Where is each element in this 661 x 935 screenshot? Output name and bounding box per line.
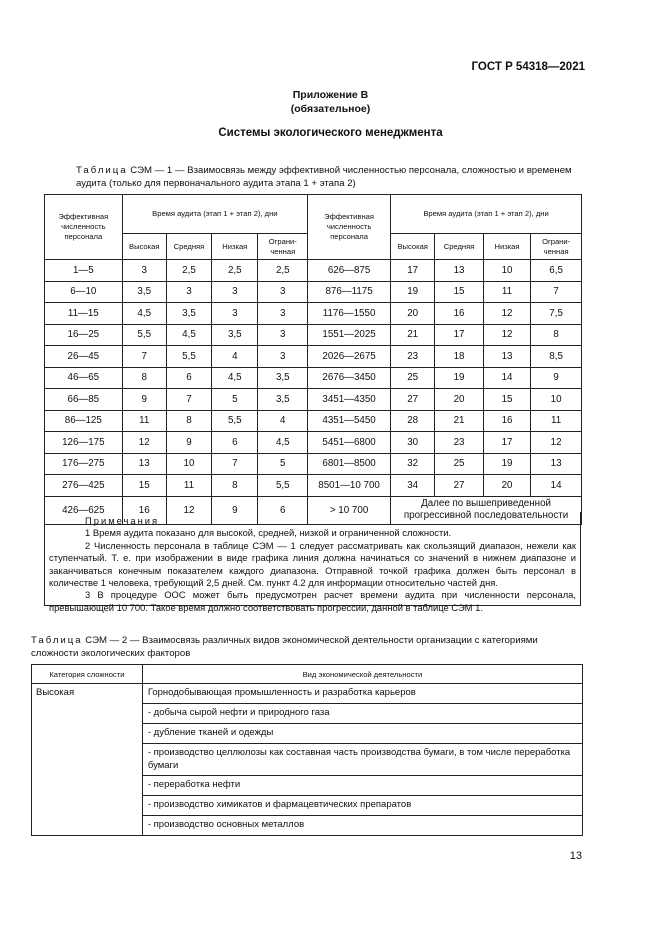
cell-range: 86—125 <box>45 410 123 432</box>
standard-number: ГОСТ Р 54318—2021 <box>471 61 585 73</box>
cell-range: 11—15 <box>45 303 123 325</box>
notes-title: Примечания <box>85 515 160 526</box>
cell-limited-2: 7 <box>531 281 582 303</box>
cell-range: 16—25 <box>45 324 123 346</box>
sub-low-2: Низкая <box>483 234 530 260</box>
sub-limited: Ограни- ченная <box>258 234 308 260</box>
cell-range-2: 4351—5450 <box>308 410 391 432</box>
cell-high: 8 <box>122 367 166 389</box>
cell-limited: 3 <box>258 346 308 368</box>
cell-medium: 11 <box>166 475 211 497</box>
cell-limited: 3 <box>258 324 308 346</box>
cell-medium-2: 23 <box>435 432 484 454</box>
cell-limited: 4 <box>258 410 308 432</box>
cell-high-2: 17 <box>391 260 435 282</box>
cell-low: 7 <box>212 453 258 475</box>
cell-medium: 8 <box>166 410 211 432</box>
cell-limited: 3 <box>258 281 308 303</box>
cell-medium: 5,5 <box>166 346 211 368</box>
cell-low-2: 16 <box>483 410 530 432</box>
cell-medium-2: 13 <box>435 260 484 282</box>
table1-row <box>45 303 582 325</box>
sub-high: Высокая <box>122 234 166 260</box>
appendix-title: Приложение В <box>292 89 369 101</box>
cell-range-2: 876—1175 <box>308 281 391 303</box>
cell-limited-2: 8,5 <box>531 346 582 368</box>
table1-row <box>45 281 582 303</box>
cell-low: 9 <box>212 496 258 524</box>
cell-medium: 4,5 <box>166 324 211 346</box>
cell-medium-2: 15 <box>435 281 484 303</box>
cell-range-2: 626—875 <box>308 260 391 282</box>
cell-limited-2: 9 <box>531 367 582 389</box>
table1-caption-text: СЭМ — 1 — Взаимосвязь между эффективной численностью персонала, сложностью и временем аудита (только для первоначального аудита этапа 1 + этапа 2) <box>76 165 572 189</box>
cell-high-2: 32 <box>391 453 435 475</box>
appendix-status: (обязательное) <box>290 103 371 115</box>
cell-limited-2: 12 <box>531 432 582 454</box>
cell-range-2: 3451—4350 <box>308 389 391 411</box>
cell-high: 4,5 <box>122 303 166 325</box>
cell-low-2: 15 <box>483 389 530 411</box>
cell-limited: 4,5 <box>258 432 308 454</box>
table1-row <box>45 346 582 368</box>
table1-row <box>45 260 582 282</box>
cell-range-2: 2676—3450 <box>308 367 391 389</box>
cell-medium-2: 18 <box>435 346 484 368</box>
cell-medium: 9 <box>166 432 211 454</box>
table1-row <box>45 475 582 497</box>
table1-row <box>45 453 582 475</box>
table1-row <box>45 389 582 411</box>
cell-range: 276—425 <box>45 475 123 497</box>
table2-caption-text: СЭМ — 2 — Взаимосвязь различных видов экономической деятельности организации с категориями сложности экологических факторов <box>31 635 538 659</box>
note-2: 2 Численность персонала в таблице СЭМ — 1 следует рассматривать как скользящий диапазон, нежели как ступенчатый. Т. е. при изображении в виде графика линия должна начинаться со значений в нижнем диапазоне и заканчиваться конечным показателем каждого диапазона. Отправной точкой графика должен быть персонал в количестве 1 человека, требующий 2,5 дней. См. пункт 4.2 для информации относительно частей дня. <box>49 539 576 589</box>
table2-caption-label: Таблица <box>31 635 83 646</box>
cell-medium-2: 16 <box>435 303 484 325</box>
cell-limited-2: 14 <box>531 475 582 497</box>
cell-low: 5,5 <box>212 410 258 432</box>
table1-row <box>45 410 582 432</box>
cell-medium: 2,5 <box>166 260 211 282</box>
cell-activity: - производство основных металлов <box>142 816 582 836</box>
table1 <box>44 194 582 525</box>
header-activity: Вид экономической деятельности <box>142 665 582 684</box>
cell-high-2: 20 <box>391 303 435 325</box>
cell-medium-2: 21 <box>435 410 484 432</box>
cell-activity: Горнодобывающая промышленность и разработка карьеров <box>142 684 582 704</box>
cell-high: 16 <box>122 496 166 524</box>
cell-limited: 5 <box>258 453 308 475</box>
appendix-heading: Системы экологического менеджмента <box>218 127 443 139</box>
cell-high-2: 30 <box>391 432 435 454</box>
cell-low-2: 10 <box>483 260 530 282</box>
cell-high: 11 <box>122 410 166 432</box>
cell-range: 46—65 <box>45 367 123 389</box>
cell-range-2: 1551—2025 <box>308 324 391 346</box>
cell-low-2: 14 <box>483 367 530 389</box>
cell-range-2: 1176—1550 <box>308 303 391 325</box>
cell-range: 66—85 <box>45 389 123 411</box>
cell-range-2: 8501—10 700 <box>308 475 391 497</box>
cell-low: 5 <box>212 389 258 411</box>
cell-medium: 3,5 <box>166 303 211 325</box>
cell-limited-2: 10 <box>531 389 582 411</box>
cell-range: 126—175 <box>45 432 123 454</box>
cell-low-2: 13 <box>483 346 530 368</box>
cell-range: 26—45 <box>45 346 123 368</box>
cell-high: 7 <box>122 346 166 368</box>
cell-range: 426—625 <box>45 496 123 524</box>
table1-row <box>45 367 582 389</box>
cell-limited: 3 <box>258 303 308 325</box>
header-audit-time: Время аудита (этап 1 + этап 2), дни <box>122 195 307 234</box>
cell-activity: - добыча сырой нефти и природного газа <box>142 704 582 724</box>
sub-limited-2: Ограни- ченная <box>531 234 582 260</box>
cell-high-2: 23 <box>391 346 435 368</box>
cell-low: 3,5 <box>212 324 258 346</box>
cell-range: 6—10 <box>45 281 123 303</box>
cell-limited-2: 7,5 <box>531 303 582 325</box>
header-audit-time-2: Время аудита (этап 1 + этап 2), дни <box>391 195 582 234</box>
cell-activity: - дубление тканей и одежды <box>142 724 582 744</box>
cell-medium-2: 25 <box>435 453 484 475</box>
cell-high-2: 19 <box>391 281 435 303</box>
cell-limited-2: 11 <box>531 410 582 432</box>
cell-limited: 2,5 <box>258 260 308 282</box>
cell-limited-2: 13 <box>531 453 582 475</box>
cell-activity: - переработка нефти <box>142 776 582 796</box>
cell-range: 176—275 <box>45 453 123 475</box>
cell-high: 3 <box>122 260 166 282</box>
cell-low: 8 <box>212 475 258 497</box>
cell-medium-2: 27 <box>435 475 484 497</box>
cell-medium: 7 <box>166 389 211 411</box>
cell-limited: 3,5 <box>258 389 308 411</box>
cell-limited: 3,5 <box>258 367 308 389</box>
cell-low: 2,5 <box>212 260 258 282</box>
table1-caption <box>76 164 584 190</box>
table2-row <box>32 684 583 704</box>
cell-medium-2: 20 <box>435 389 484 411</box>
cell-low: 4,5 <box>212 367 258 389</box>
cell-limited: 6 <box>258 496 308 524</box>
table1-caption-label: Таблица <box>76 165 128 176</box>
header-personnel: Эффективная численность персонала <box>45 195 123 260</box>
cell-low-2: 19 <box>483 453 530 475</box>
cell-high-2: 21 <box>391 324 435 346</box>
cell-activity: - производство химикатов и фармацевтических препаратов <box>142 796 582 816</box>
cell-category: Высокая <box>32 684 143 836</box>
table2 <box>31 664 583 836</box>
cell-low-2: 12 <box>483 324 530 346</box>
cell-limited-2: 6,5 <box>531 260 582 282</box>
table1-row <box>45 324 582 346</box>
table1-notes <box>44 512 581 613</box>
cell-high: 12 <box>122 432 166 454</box>
page-number: 13 <box>569 850 582 862</box>
cell-activity: - производство целлюлозы как составная часть производства бумаги, в том числе переработка бумаги <box>142 744 582 776</box>
cell-range-2: 6801—8500 <box>308 453 391 475</box>
cell-low-2: 11 <box>483 281 530 303</box>
sub-medium-2: Средняя <box>435 234 484 260</box>
cell-low: 6 <box>212 432 258 454</box>
cell-high: 9 <box>122 389 166 411</box>
cell-medium: 10 <box>166 453 211 475</box>
cell-low-2: 12 <box>483 303 530 325</box>
cell-range-2: 5451—6800 <box>308 432 391 454</box>
cell-medium-2: 19 <box>435 367 484 389</box>
sub-medium: Средняя <box>166 234 211 260</box>
cell-high: 3,5 <box>122 281 166 303</box>
table2-caption <box>31 634 583 660</box>
cell-high: 15 <box>122 475 166 497</box>
cell-range: 1—5 <box>45 260 123 282</box>
cell-medium: 6 <box>166 367 211 389</box>
cell-medium-2: 17 <box>435 324 484 346</box>
cell-high: 5,5 <box>122 324 166 346</box>
cell-limited-2: 8 <box>531 324 582 346</box>
cell-high-2: 27 <box>391 389 435 411</box>
cell-high: 13 <box>122 453 166 475</box>
cell-high-2: 34 <box>391 475 435 497</box>
cell-low: 3 <box>212 281 258 303</box>
cell-low: 3 <box>212 303 258 325</box>
cell-high-2: 28 <box>391 410 435 432</box>
cell-range-2: 2026—2675 <box>308 346 391 368</box>
header-category: Категория сложности <box>32 665 143 684</box>
cell-limited: 5,5 <box>258 475 308 497</box>
header-personnel-2: Эффективная численность персонала <box>308 195 391 260</box>
cell-high-2: 25 <box>391 367 435 389</box>
cell-progression-note: Далее по вышеприведенной прогрессивной последовательности <box>391 496 582 524</box>
cell-medium: 3 <box>166 281 211 303</box>
table1-row <box>45 432 582 454</box>
note-3: 3 В процедуре ООС может быть предусмотрен расчет времени аудита при численности персонала, превышающей 10 700. Такое время должно соответствовать прогрессии, данной в таблице СЭМ 1. <box>49 589 576 613</box>
cell-low-2: 20 <box>483 475 530 497</box>
sub-high-2: Высокая <box>391 234 435 260</box>
sub-low: Низкая <box>212 234 258 260</box>
cell-low: 4 <box>212 346 258 368</box>
cell-medium: 12 <box>166 496 211 524</box>
cell-range-2: > 10 700 <box>308 496 391 524</box>
cell-low-2: 17 <box>483 432 530 454</box>
note-1: 1 Время аудита показано для высокой, средней, низкой и ограниченной сложности. <box>85 527 452 539</box>
